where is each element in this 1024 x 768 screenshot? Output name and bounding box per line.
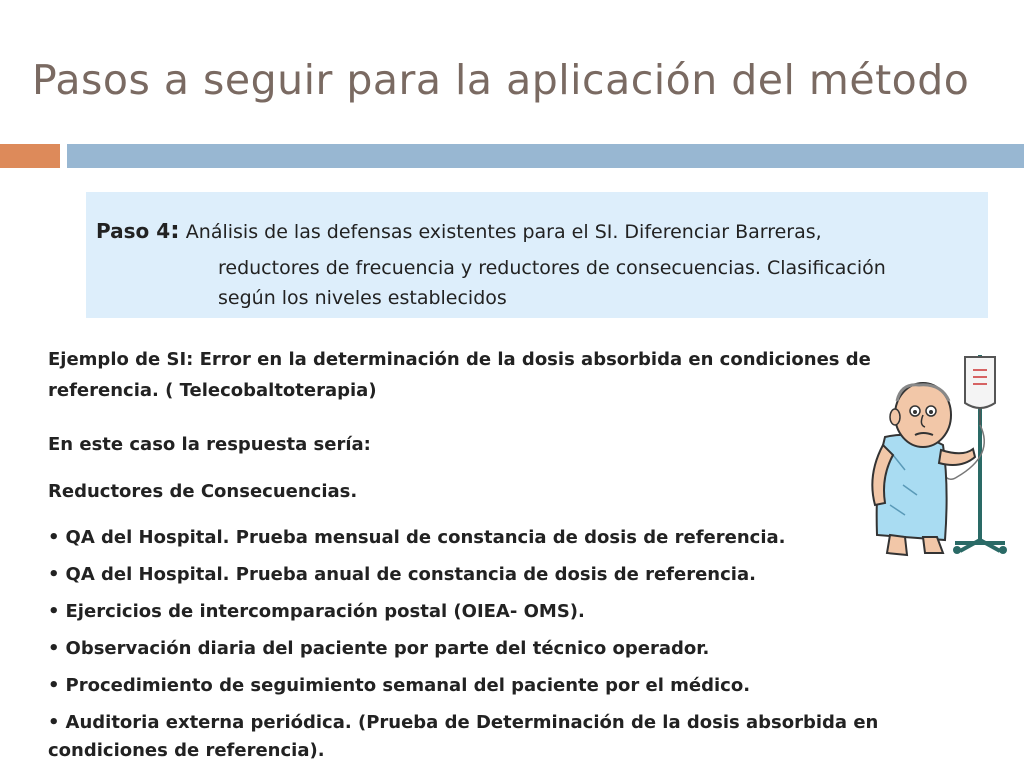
example-line-2: referencia. ( Telecobaltoterapia) xyxy=(48,380,377,401)
bullet-glyph: • xyxy=(48,712,60,733)
bullet-continuation: condiciones de referencia). xyxy=(48,740,325,761)
step-line-1 xyxy=(96,216,822,244)
step-text-1: Análisis de las defensas existentes para el SI. Diferenciar Barreras, xyxy=(179,221,822,243)
bullet-item: • Observación diaria del paciente por parte del técnico operador. xyxy=(48,638,710,659)
patient-with-iv-drip-icon xyxy=(845,345,1020,560)
bullet-glyph: • xyxy=(48,527,60,548)
example-line-1: Ejemplo de SI: Error en la determinación de la dosis absorbida en condiciones de xyxy=(48,349,871,370)
slide-title: Pasos a seguir para la aplicación del método xyxy=(32,56,970,104)
answer-intro: En este caso la respuesta sería: xyxy=(48,434,371,455)
category-heading: Reductores de Consecuencias. xyxy=(48,481,358,502)
bullet-glyph: • xyxy=(48,564,60,585)
step-line-3: según los niveles establecidos xyxy=(218,287,507,309)
step-label: Paso 4 xyxy=(96,219,171,243)
step-line-2: reductores de frecuencia y reductores de consecuencias. Clasificación xyxy=(218,257,886,279)
accent-bar-blue xyxy=(67,144,1024,168)
step-colon: : xyxy=(170,216,180,244)
bullet-glyph: • xyxy=(48,638,60,659)
bullet-glyph: • xyxy=(48,601,60,622)
bullet-item: • Auditoria externa periódica. (Prueba de Determinación de la dosis absorbida en xyxy=(48,712,879,733)
bullet-glyph: • xyxy=(48,675,60,696)
bullet-item: • Ejercicios de intercomparación postal (OIEA- OMS). xyxy=(48,601,585,622)
bullet-item: • Procedimiento de seguimiento semanal del paciente por el médico. xyxy=(48,675,751,696)
accent-bar-orange xyxy=(0,144,60,168)
bullet-item: • QA del Hospital. Prueba anual de constancia de dosis de referencia. xyxy=(48,564,756,585)
bullet-item: • QA del Hospital. Prueba mensual de constancia de dosis de referencia. xyxy=(48,527,786,548)
